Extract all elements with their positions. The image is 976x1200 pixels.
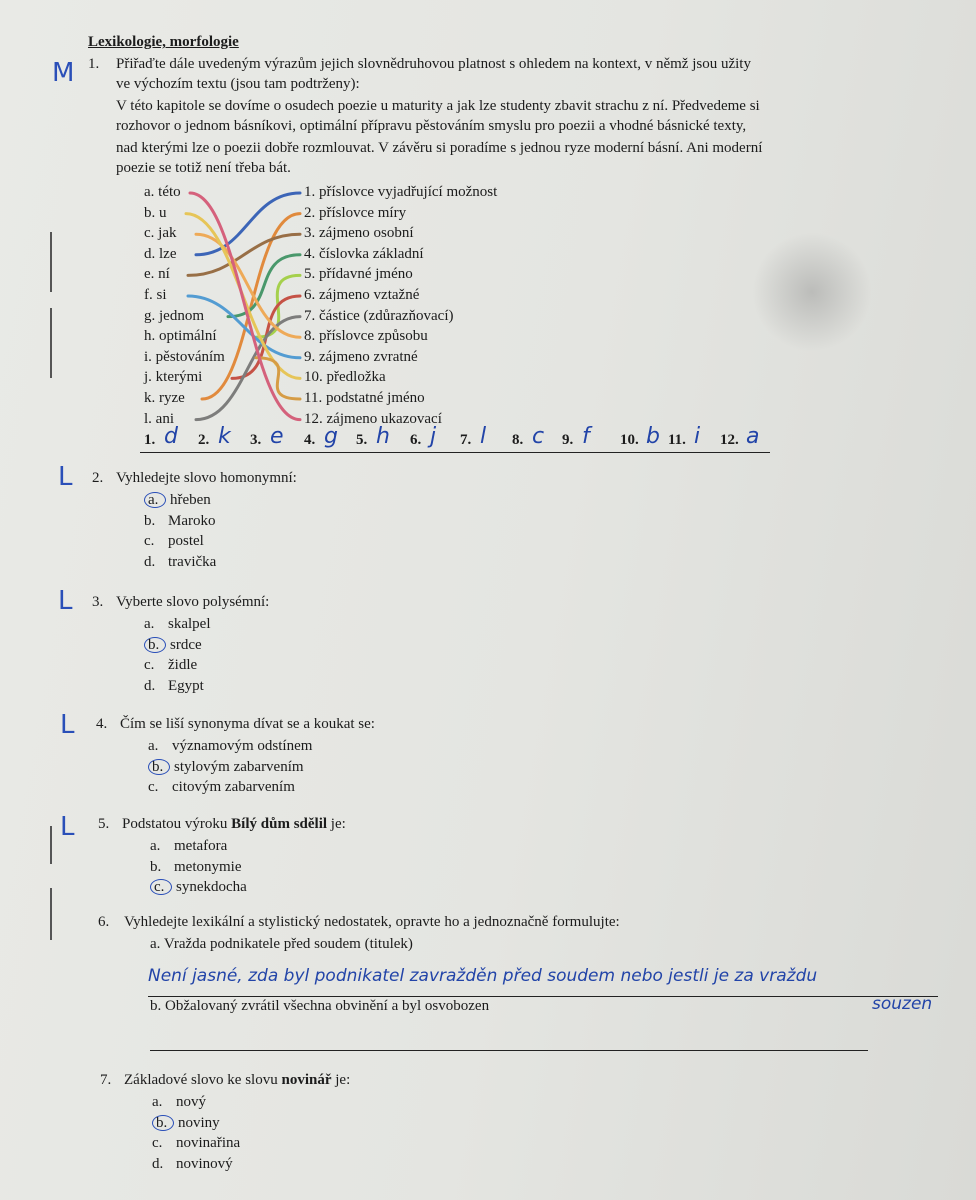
matching-line [196,193,300,255]
handwritten-answer: f [582,424,590,449]
q1-right-item: 9. zájmeno zvratné [304,348,418,365]
option-letter: a. [144,616,155,632]
margin-mark-l-q3: L [58,586,73,616]
circled-answer [150,879,172,895]
circled-answer [144,637,166,653]
option-text: metafora [174,838,228,854]
option-q3[interactable] [144,657,197,674]
q1-right-item: 5. přídavné jméno [304,266,413,283]
option-q5[interactable] [150,859,242,876]
margin-bar [50,826,52,864]
handwritten-answer: b [646,424,660,449]
handwritten-answer: l [480,424,487,449]
handwritten-answer: h [376,424,390,449]
option-q4[interactable] [148,738,312,755]
option-q2[interactable] [144,513,216,530]
handwritten-answer: d [164,424,178,449]
q5-prompt-bold: Bílý dům sdělil [231,816,328,832]
q2-number: 2. [92,470,104,486]
q4-number: 4. [96,716,108,732]
option-text: noviny [178,1114,220,1131]
q1-left-item: g. jednom [144,307,204,324]
option-text: židle [168,657,198,673]
option-letter: a. [152,1094,163,1110]
handwritten-answer: c [532,424,545,449]
q4-prompt: Čím se liší synonyma dívat se a koukat se: [120,716,375,732]
q1-left-item: f. si [144,287,167,303]
option-letter: d. [144,677,156,694]
option-q2[interactable] [144,492,211,509]
option-letter: b. [144,512,156,529]
option-text: významovým odstínem [172,738,313,754]
q7-number: 7. [100,1072,112,1088]
option-letter: c. [144,657,155,673]
option-text: novinový [176,1155,233,1172]
q1-text-line: V této kapitole se dovíme o osudech poezie u maturity a jak lze studenty zbavit strachu z ní. Předvedeme si [116,98,760,114]
option-q7[interactable] [152,1094,206,1111]
option-letter: b. [152,758,164,775]
option-text: skalpel [168,616,211,632]
q6-handwritten-answer-cont: souzen [872,994,933,1014]
answer-number: 6. [410,432,422,448]
q7-prompt-before: Základové slovo ke slovu [124,1072,282,1088]
option-letter: c. [148,779,159,795]
option-q4[interactable] [148,779,295,796]
handwritten-answer: k [218,424,231,449]
q1-right-item: 11. podstatné jméno [304,390,425,406]
handwritten-answer: i [694,424,701,449]
answer-number: 9. [562,432,574,448]
q1-left-item: h. optimální [144,328,217,345]
q1-left-item: d. lze [144,245,177,262]
q6-item-a: a. Vražda podnikatele před soudem (titulek) [150,936,413,952]
option-letter: a. [148,738,159,754]
answer-number: 5. [356,432,368,448]
q1-right-item: 10. předložka [304,369,386,386]
q5-prompt [122,816,346,833]
option-text: novinařina [176,1135,241,1151]
handwritten-answer: j [430,424,437,449]
q6-answer-line-b [150,1050,868,1051]
option-q7[interactable] [152,1115,220,1132]
option-q3[interactable] [144,637,202,654]
option-text: travička [168,553,217,570]
q3-number: 3. [92,594,104,610]
q1-number: 1. [88,56,100,72]
q1-prompt-line1: Přiřaďte dále uvedeným výrazům jejich slovnědruhovou platnost s ohledem na kontext, v němž jsou užity [116,56,751,72]
q1-right-item: 2. příslovce míry [304,204,407,221]
q6-answer-line [148,996,938,997]
circled-answer [148,759,170,775]
option-letter: d. [152,1155,164,1172]
option-letter: d. [144,553,156,570]
q6-number: 6. [98,914,110,930]
option-letter: a. [148,492,159,508]
handwritten-answer: g [324,424,338,449]
option-q4[interactable] [148,759,304,776]
q5-number: 5. [98,816,110,832]
q1-right-item: 7. částice (zdůrazňovací) [304,307,454,324]
q1-left-item: b. u [144,204,167,221]
option-q5[interactable] [150,838,227,855]
option-text: nový [176,1094,206,1110]
q1-text-line: poezie se totiž není třeba bát. [116,160,291,176]
q6-handwritten-answer: Není jasné, zda byl podnikatel zavražděn před soudem nebo jestli je za vraždu [148,966,818,986]
q1-right-item: 12. zájmeno ukazovací [304,410,442,427]
handwritten-answer: e [270,424,284,449]
option-letter: c. [144,533,155,549]
answer-underline [140,452,770,453]
option-text: stylovým zabarvením [174,758,304,775]
q7-prompt [124,1072,350,1089]
q1-right-item: 1. příslovce vyjadřující možnost [304,184,498,200]
q1-left-item: j. kterými [144,369,203,386]
option-letter: b. [148,636,160,653]
margin-bar [50,888,52,940]
option-q3[interactable] [144,616,211,633]
option-text: srdce [170,636,202,653]
q1-right-item: 3. zájmeno osobní [304,225,414,242]
q1-text-line: nad kterými lze o poezii dobře rozmlouvat. V závěru si poradíme s jednou ryze moderní básní. Ani moderní [116,140,763,156]
option-q7[interactable] [152,1156,233,1173]
answer-number: 7. [460,432,472,448]
option-q2[interactable] [144,554,216,571]
option-q7[interactable] [152,1135,240,1152]
q1-right-item: 4. číslovka základní [304,245,424,262]
q1-left-item: l. ani [144,410,174,427]
margin-mark-l-q2: L [58,462,73,492]
option-text: Egypt [168,677,204,694]
handwritten-answer: a [746,424,760,449]
option-text: hřeben [170,492,211,508]
q2-prompt: Vyhledejte slovo homonymní: [116,470,297,486]
answer-number: 12. [720,432,739,448]
option-letter: a. [150,838,161,854]
q1-left-item: k. ryze [144,390,185,406]
q1-left-item: i. pěstováním [144,348,225,365]
section-title: Lexikologie, morfologie [88,34,239,50]
q3-prompt: Vyberte slovo polysémní: [116,594,270,610]
q5-prompt-before: Podstatou výroku [122,816,232,832]
answer-number: 10. [620,432,639,448]
q1-left-item: c. jak [144,225,177,242]
q1-prompt-line2: ve výchozím textu (jsou tam podtrženy): [116,76,360,92]
answer-number: 4. [304,432,316,448]
option-q2[interactable] [144,533,204,550]
option-text: synekdocha [176,879,247,895]
q1-right-item: 8. příslovce způsobu [304,328,428,345]
circled-answer [152,1115,174,1131]
margin-mark-m: M [52,58,75,88]
q1-text-line: rozhovor o jednom básníkovi, optimální přípravu pěstováním smyslu pro poezii a vhodné básnické texty, [116,118,747,134]
option-letter: b. [150,858,162,875]
option-text: metonymie [174,858,242,875]
option-letter: c. [154,879,165,895]
answer-number: 1. [144,432,156,448]
answer-number: 8. [512,432,524,448]
q1-left-item: e. ní [144,266,170,283]
option-q3[interactable] [144,678,204,695]
circled-answer [144,492,166,508]
q1-right-item: 6. zájmeno vztažné [304,287,420,303]
q6-prompt: Vyhledejte lexikální a stylistický nedostatek, opravte ho a jednoznačně formulujte: [124,914,620,930]
q1-left-item: a. této [144,184,181,200]
option-q5[interactable] [150,879,247,896]
option-text: postel [168,533,204,549]
q6-item-b: b. Obžalovaný zvrátil všechna obvinění a byl osvobozen [150,998,490,1014]
answer-number: 11. [668,432,686,448]
answer-number: 3. [250,432,262,448]
answer-number: 2. [198,432,210,448]
q7-prompt-after: je: [331,1072,351,1088]
option-letter: b. [156,1114,168,1131]
q7-prompt-bold: novinář [281,1072,332,1088]
option-letter: c. [152,1135,163,1151]
option-text: citovým zabarvením [172,779,295,795]
margin-mark-l-q5: L [60,812,75,842]
option-text: Maroko [168,512,216,529]
margin-mark-l-q4: L [60,710,75,740]
q5-prompt-after: je: [327,816,346,832]
